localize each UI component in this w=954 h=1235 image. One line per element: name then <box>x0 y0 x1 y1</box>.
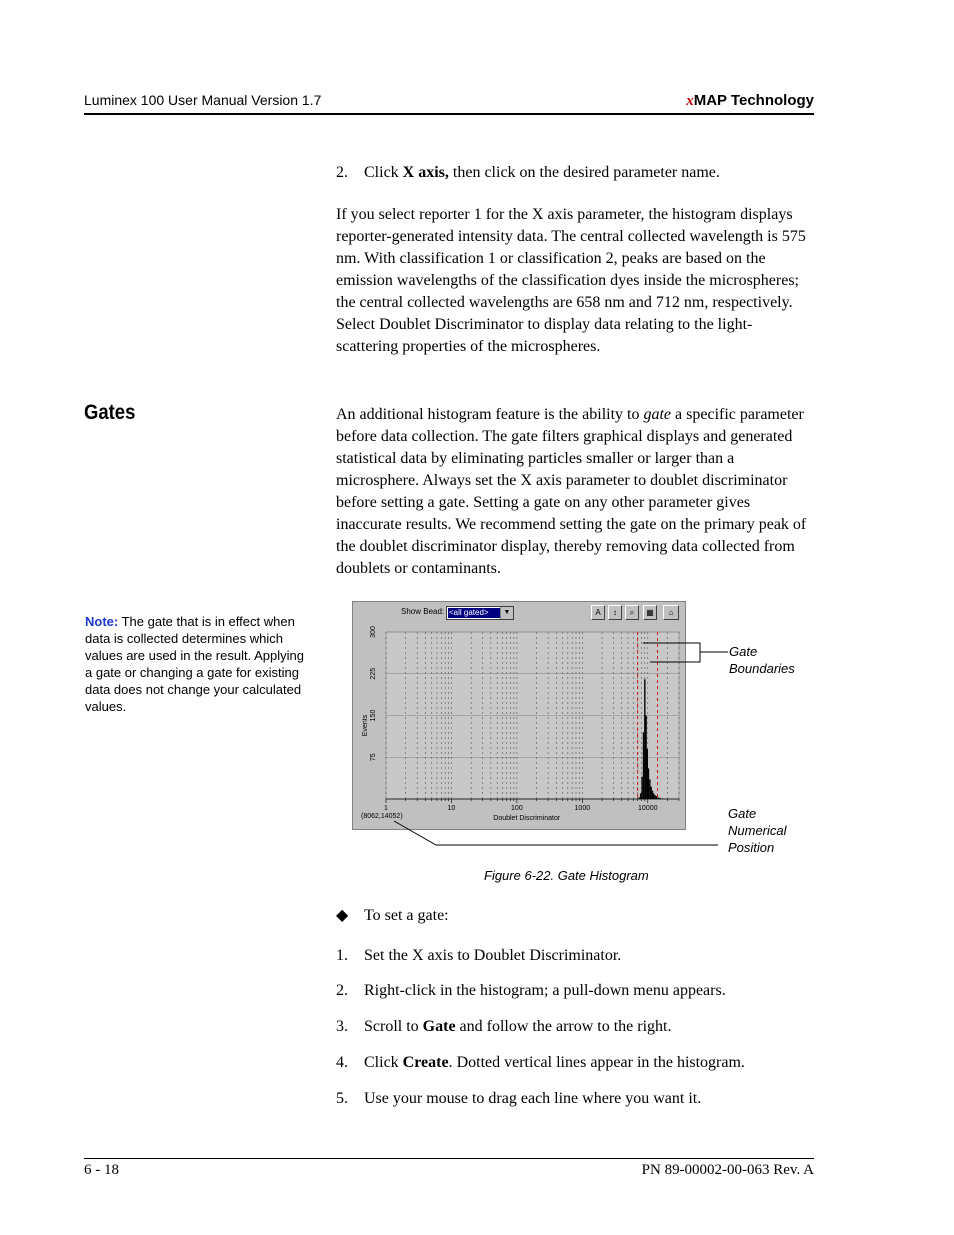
side-note <box>85 613 310 715</box>
step-text-end: and follow the arrow to the right. <box>455 1018 672 1035</box>
step-text: Scroll to <box>364 1018 423 1035</box>
procedure-intro <box>336 905 814 927</box>
gates-italic: gate <box>643 406 672 423</box>
gates-text-2: a specific parameter before data collection. The gate filters graphical displays and generated statistical data by eliminating particles smaller or larger than a microsphere. Always set the X axis parameter to doublet discriminator before setting a gate. Setting a gate on any other parameter gives inaccurate results. We recommend setting the gate on the primary peak of the doublet discriminator display, thereby removing data collected from doublets or contaminants. <box>336 406 807 577</box>
x-tick-label: 10000 <box>638 805 658 812</box>
callout-line-3: Position <box>728 840 775 855</box>
x-tick-label: 100 <box>511 805 523 812</box>
font-button[interactable]: A <box>591 605 605 620</box>
note-text: The gate that is in effect when data is collected determines which values are used in the result. Applying a gate or changing a gate for existing data does not change your calculated values. <box>85 614 304 714</box>
y-tick-label: 150 <box>370 709 377 722</box>
step-text-end: then click on the desired parameter name. <box>448 164 720 181</box>
gate-position-leader <box>394 821 718 845</box>
step-text-end: . Dotted vertical lines appear in the histogram. <box>448 1054 745 1071</box>
callout-line-1: Gate <box>729 644 758 659</box>
x-tick-label: 1 <box>384 805 388 812</box>
zoom-icon[interactable]: ⌕ <box>625 605 639 620</box>
running-header-title: Luminex 100 User Manual Version 1.7 <box>84 92 322 108</box>
scale-icon[interactable]: ↕ <box>608 605 622 620</box>
gate-boundaries-bracket <box>643 643 700 662</box>
step-bold: Create <box>402 1054 449 1071</box>
grid-icon[interactable]: ▦ <box>643 605 657 620</box>
y-tick-label: 225 <box>370 667 377 680</box>
show-bead-label: Show Bead: <box>401 607 445 616</box>
procedure-step-1 <box>336 945 814 967</box>
procedure-step-3 <box>336 1016 814 1038</box>
show-bead-select[interactable] <box>446 606 514 620</box>
footer-rule <box>84 1158 814 1159</box>
note-label: Note: <box>85 614 119 629</box>
step-number: 5. <box>336 1090 348 1107</box>
step-bold: X axis, <box>402 164 449 181</box>
step-text: Set the X axis to Doublet Discriminator. <box>364 947 622 964</box>
step-number: 2. <box>336 164 348 181</box>
step-bold: Gate <box>422 1018 456 1035</box>
x-axis-label: Doublet Discriminator <box>493 815 561 822</box>
brand-rest: MAP Technology <box>693 92 814 109</box>
step-text: Use your mouse to drag each line where you want it. <box>364 1090 702 1107</box>
gate-position-readout: (8062,14052) <box>361 813 403 820</box>
callout-line-2: Boundaries <box>729 661 795 676</box>
step-text: Click <box>364 1054 403 1071</box>
procedure-step-2 <box>336 980 814 1002</box>
y-tick-label: 300 <box>370 626 377 638</box>
callout-lines <box>380 640 730 850</box>
gate-position-callout <box>728 805 787 856</box>
section-title-gates: Gates <box>84 401 136 424</box>
procedure-step-4 <box>336 1052 814 1074</box>
step-number: 2. <box>336 982 348 999</box>
page-number: 6 - 18 <box>84 1162 119 1178</box>
step-number: 3. <box>336 1018 348 1035</box>
procedure-step-5 <box>336 1088 814 1110</box>
chevron-down-icon[interactable]: ▼ <box>500 607 513 619</box>
step-number: 4. <box>336 1054 348 1071</box>
header-rule <box>84 113 814 115</box>
step-text: Right-click in the histogram; a pull-down menu appears. <box>364 982 726 999</box>
part-number: PN 89-00002-00-063 Rev. A <box>641 1162 814 1178</box>
show-bead-value: <all gated> <box>448 608 500 618</box>
step-text: Click <box>364 164 403 181</box>
y-tick-label: 75 <box>370 753 377 762</box>
x-tick-label: 10 <box>447 805 456 812</box>
callout-line-2: Numerical <box>728 823 787 838</box>
step-2-paragraph <box>336 162 814 184</box>
gates-paragraph <box>336 404 814 580</box>
step-number: 1. <box>336 947 348 964</box>
gates-text-1: An additional histogram feature is the ability to <box>336 406 644 423</box>
x-tick-label: 1000 <box>574 805 591 812</box>
callout-line-1: Gate <box>728 806 757 821</box>
figure-caption: Figure 6-22. Gate Histogram <box>484 868 649 883</box>
diamond-bullet-icon: ◆ <box>336 907 349 924</box>
procedure-intro-text: To set a gate: <box>364 907 449 924</box>
running-header-brand <box>686 92 814 110</box>
home-icon[interactable]: ⌂ <box>663 605 679 620</box>
gate-boundaries-callout <box>729 643 795 677</box>
brand-x: x <box>686 93 694 109</box>
reporter-paragraph: If you select reporter 1 for the X axis parameter, the histogram displays reporter-generated intensity data. The central collected wavelength is 575 nm. With classification 1 or classification 2, peaks are based on the emission wavelengths of the classification dyes inside the microspheres; the central collected wavelengths are 658 nm and 712 nm, respectively. Select Doublet Discriminator to display data relating to the light-scattering properties of the microspheres. <box>336 206 806 355</box>
y-axis-label: Events <box>362 714 369 737</box>
